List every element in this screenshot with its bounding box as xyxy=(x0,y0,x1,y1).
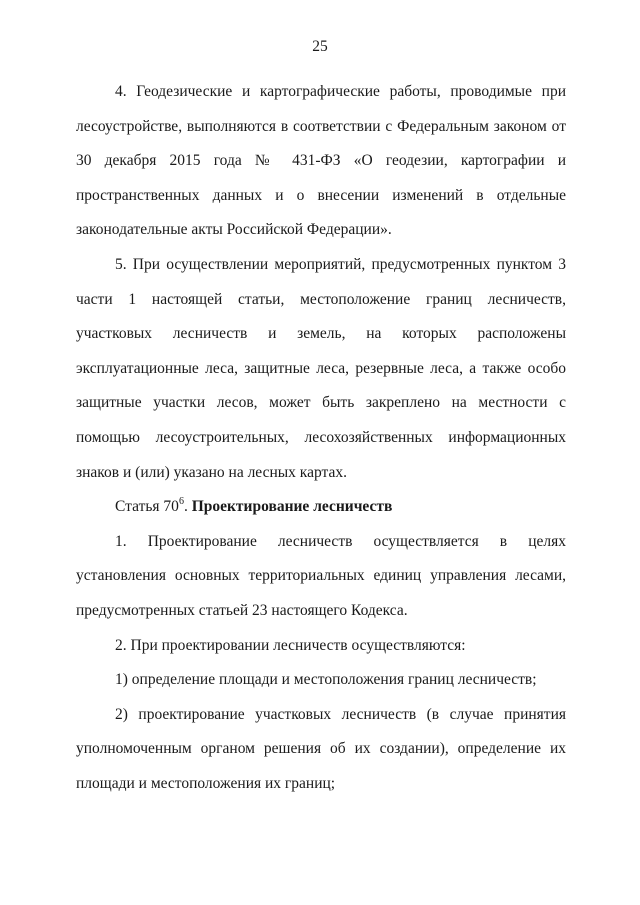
article-title: Проектирование лесничеств xyxy=(191,498,393,516)
page-content xyxy=(76,75,566,801)
page-number: 25 xyxy=(312,38,328,55)
paragraph-4: 4. Геодезические и картографические работы, проводимые при лесоустройстве, выполняются в соответствии с Федеральным законом от 30 декабря 2015 года № 431-ФЗ «О геодезии, картографии и пространственных данных и о внесении изменений в отдельные законодательные акты Российской Федерации». xyxy=(76,83,566,239)
paragraph-5: 5. При осуществлении мероприятий, предусмотренных пунктом 3 части 1 настоящей статьи, местоположение границ лесничеств, участковых лесничеств и земель, на которых расположены эксплуатационные леса, защитные леса, резервные леса, а также особо защитные участки лесов, может быть закреплено на местности с помощью лесоустроительных, лесохозяйственных информационных знаков и (или) указано на лесных картах. xyxy=(76,255,566,481)
article-subitem-1: 1) определение площади и местоположения границ лесничеств; xyxy=(115,671,537,689)
article-number: Статья 70 xyxy=(115,498,179,516)
article-paragraph-2: 2. При проектировании лесничеств осуществляются: xyxy=(115,636,466,654)
article-separator: . xyxy=(183,498,192,516)
article-heading xyxy=(76,490,566,525)
article-subitem-2: 2) проектирование участковых лесничеств (в случае принятия уполномоченным органом решения об их создании), определение их площади и местоположения их границ; xyxy=(76,705,566,792)
article-number-superscript: 6 xyxy=(178,495,184,507)
article-paragraph-1: 1. Проектирование лесничеств осуществляется в целях установления основных территориальных единиц управления лесами, предусмотренных статьей 23 настоящего Кодекса. xyxy=(76,532,566,619)
